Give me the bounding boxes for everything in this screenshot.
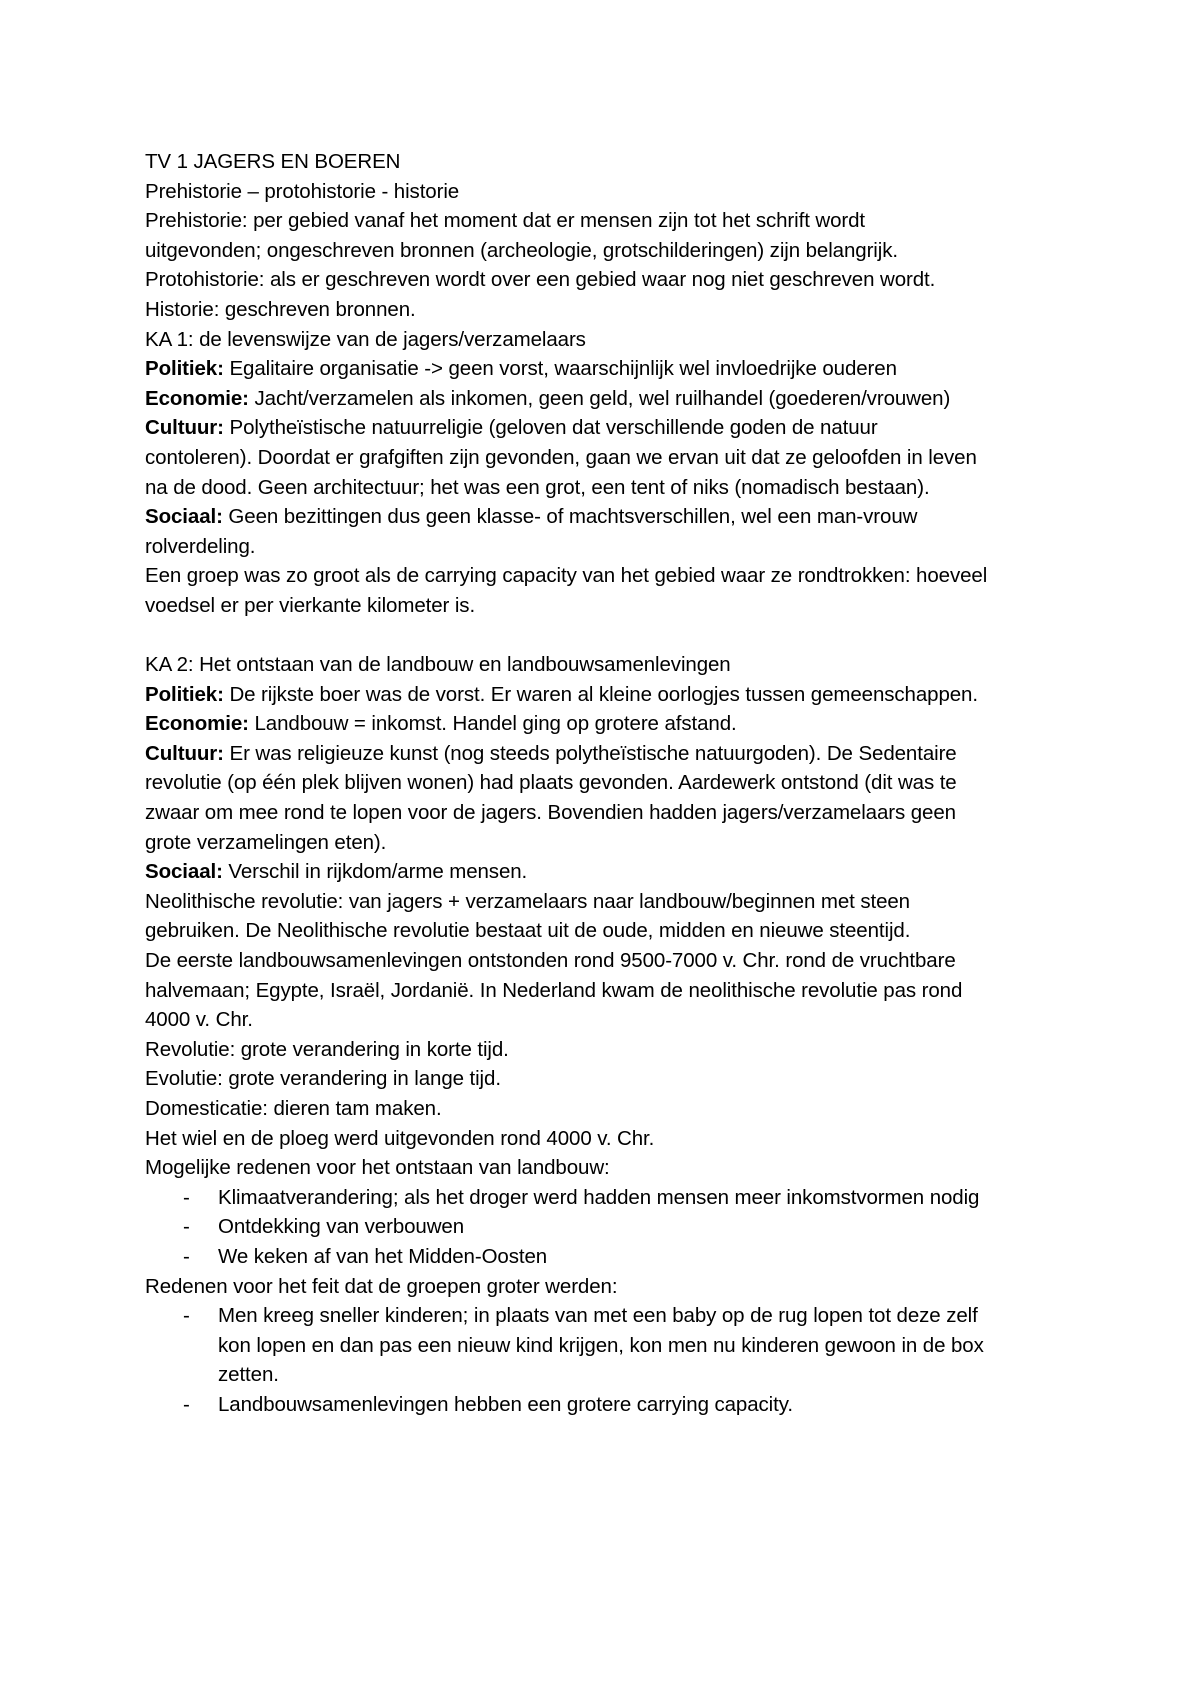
dash-bullet: - (183, 1304, 190, 1328)
ka1-cultuur (145, 413, 1075, 443)
text-line: grote verzamelingen eten). (145, 830, 387, 854)
sociaal-text: Verschil in rijkdom/arme mensen. (222, 860, 528, 884)
ka2-sociaal (145, 857, 1075, 887)
list-heading-landbouw: Mogelijke redenen voor het ontstaan van landbouw: (145, 1156, 610, 1180)
ka2-heading: KA 2: Het ontstaan van de landbouw en landbouwsamenlevingen (145, 653, 731, 677)
ka2-politiek (145, 680, 1075, 710)
list-item (145, 1212, 1075, 1242)
sociaal-text: Geen bezittingen dus geen klasse- of machtsverschillen, wel een man-vrouw (222, 505, 918, 529)
ka1-sociaal (145, 502, 1075, 532)
list-item-text: Landbouwsamenlevingen hebben een grotere carrying capacity. (218, 1392, 793, 1416)
list-item (145, 1390, 1075, 1420)
text-line: voedsel er per vierkante kilometer is. (145, 593, 476, 617)
list-item (145, 1183, 1075, 1213)
text-line: rolverdeling. (145, 534, 256, 558)
definition-revolutie: Revolutie: grote verandering in korte tijd. (145, 1037, 509, 1061)
cultuur-text: Er was religieuze kunst (nog steeds polytheïstische natuurgoden). De Sedentaire (223, 741, 957, 765)
label-economie: Economie: (145, 386, 249, 410)
ka1-politiek (145, 354, 1075, 384)
politiek-text: Egalitaire organisatie -> geen vorst, waarschijnlijk wel invloedrijke ouderen (223, 357, 897, 381)
list-item (145, 1301, 1075, 1331)
dash-bullet: - (183, 1244, 190, 1268)
document-title: TV 1 JAGERS EN BOEREN (145, 150, 401, 173)
list-item (145, 1242, 1075, 1272)
list-item-text: Men kreeg sneller kinderen; in plaats van met een baby op de rug lopen tot deze zelf (218, 1304, 978, 1328)
dash-bullet: - (183, 1392, 190, 1416)
politiek-text: De rijkste boer was de vorst. Er waren al kleine oorlogjes tussen gemeenschappen. (223, 682, 978, 706)
text-line: Historie: geschreven bronnen. (145, 297, 416, 321)
text-line: De eerste landbouwsamenlevingen ontstonden rond 9500-7000 v. Chr. rond de vruchtbare (145, 949, 956, 973)
definition-evolutie: Evolutie: grote verandering in lange tijd. (145, 1067, 501, 1091)
economie-text: Landbouw = inkomst. Handel ging op grotere afstand. (248, 712, 737, 736)
dash-bullet: - (183, 1215, 190, 1239)
text-line: gebruiken. De Neolithische revolutie bestaat uit de oude, midden en nieuwe steentijd. (145, 919, 911, 943)
label-economie: Economie: (145, 712, 249, 736)
paragraph-gap (145, 621, 1075, 651)
dash-bullet: - (183, 1185, 190, 1209)
label-cultuur: Cultuur: (145, 416, 224, 440)
label-sociaal: Sociaal: (145, 860, 223, 884)
label-cultuur: Cultuur: (145, 741, 224, 765)
text-line: Een groep was zo groot als de carrying capacity van het gebied waar ze rondtrokken: hoeveel (145, 564, 988, 588)
text-line: Het wiel en de ploeg werd uitgevonden rond 4000 v. Chr. (145, 1126, 655, 1150)
text-line: na de dood. Geen architectuur; het was een grot, een tent of niks (nomadisch bestaan). (145, 475, 930, 499)
label-sociaal: Sociaal: (145, 505, 223, 529)
document-page (145, 147, 1075, 1420)
text-line: Protohistorie: als er geschreven wordt over een gebied waar nog niet geschreven wordt. (145, 268, 936, 292)
list-item-continuation: kon lopen en dan pas een nieuw kind krijgen, kon men nu kinderen gewoon in de box (218, 1333, 984, 1357)
economie-text: Jacht/verzamelen als inkomen, geen geld, wel ruilhandel (goederen/vrouwen) (248, 386, 951, 410)
text-line: zwaar om mee rond te lopen voor de jagers. Bovendien hadden jagers/verzamelaars geen (145, 801, 956, 825)
text-line: 4000 v. Chr. (145, 1008, 253, 1032)
text-line: contoleren). Doordat er grafgiften zijn gevonden, gaan we ervan uit dat ze geloofden in leven (145, 445, 977, 469)
ka2-cultuur (145, 739, 1075, 769)
list-item-text: Klimaatverandering; als het droger werd hadden mensen meer inkomstvormen nodig (218, 1185, 980, 1209)
list-item-text: Ontdekking van verbouwen (218, 1215, 465, 1239)
label-politiek: Politiek: (145, 357, 224, 381)
subtitle-periods: Prehistorie – protohistorie - historie (145, 179, 460, 203)
list-item-text: We keken af van het Midden-Oosten (218, 1244, 548, 1268)
text-line: revolutie (op één plek blijven wonen) had plaats gevonden. Aardewerk ontstond (dit was te (145, 771, 957, 795)
ka1-economie (145, 384, 1075, 414)
text-line: Neolithische revolutie: van jagers + verzamelaars naar landbouw/beginnen met steen (145, 889, 910, 913)
ka1-heading: KA 1: de levenswijze van de jagers/verzamelaars (145, 327, 586, 351)
definition-domesticatie: Domesticatie: dieren tam maken. (145, 1097, 442, 1120)
text-line: uitgevonden; ongeschreven bronnen (archeologie, grotschilderingen) zijn belangrijk. (145, 238, 898, 262)
text-line: halvemaan; Egypte, Israël, Jordanië. In Nederland kwam de neolithische revolutie pas rond (145, 978, 963, 1002)
label-politiek: Politiek: (145, 682, 224, 706)
ka2-economie (145, 709, 1075, 739)
list-heading-groepen: Redenen voor het feit dat de groepen groter werden: (145, 1274, 618, 1298)
text-line: Prehistorie: per gebied vanaf het moment dat er mensen zijn tot het schrift wordt (145, 209, 866, 233)
cultuur-text: Polytheïstische natuurreligie (geloven dat verschillende goden de natuur (223, 416, 878, 440)
list-item-continuation: zetten. (218, 1363, 279, 1387)
